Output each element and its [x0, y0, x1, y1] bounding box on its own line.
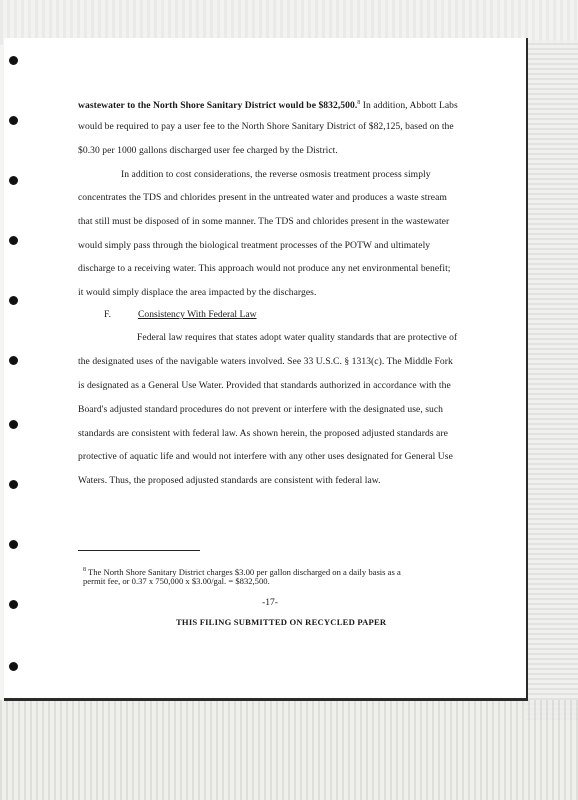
- section-line-6: protective of aquatic life and would not interfere with any other uses designated for General Use: [78, 451, 453, 462]
- section-title: Consistency With Federal Law: [138, 309, 257, 320]
- footnote-ref: 8: [357, 100, 361, 106]
- body-line-6: that still must be disposed of in some manner. The TDS and chlorides present in the wastewater: [78, 216, 450, 227]
- body-line-2: would be required to pay a user fee to the North Shore Sanitary District of $82,125, based on the: [78, 121, 454, 132]
- section-number: F.: [104, 309, 111, 320]
- body-line-3: $0.30 per 1000 gallons discharged user fee charged by the District.: [78, 145, 338, 156]
- binder-hole-icon: [9, 176, 18, 185]
- recycled-paper-notice: THIS FILING SUBMITTED ON RECYCLED PAPER: [176, 617, 387, 627]
- footnote-text-1: The North Shore Sanitary District charges $3.00 per gallon discharged on a daily basis as a: [88, 566, 401, 577]
- body-line-4: In addition to cost considerations, the reverse osmosis treatment process simply: [121, 169, 431, 180]
- scan-noise-right: [525, 40, 578, 720]
- scan-noise-bottom: [0, 700, 578, 800]
- binder-hole-icon: [9, 356, 18, 365]
- binder-hole-icon: [9, 662, 18, 671]
- binder-hole-icon: [9, 236, 18, 245]
- body-line-1-text: wastewater to the North Shore Sanitary District would be $832,500.: [78, 100, 358, 112]
- section-line-5: standards are consistent with federal law. As shown herein, the proposed adjusted standards are: [78, 428, 448, 439]
- section-line-4: Board's adjusted standard procedures do not prevent or interfere with the designated use, such: [78, 404, 444, 415]
- binder-hole-icon: [9, 480, 18, 489]
- binder-hole-icon: [9, 296, 18, 305]
- binder-hole-icon: [9, 540, 18, 549]
- footnote-line-2: permit fee, or 0.37 x 750,000 x $3.00/gal. = $832,500.: [83, 576, 270, 586]
- section-line-7: Waters. Thus, the proposed adjusted standards are consistent with federal law.: [78, 475, 381, 486]
- binder-hole-icon: [9, 56, 18, 65]
- body-line-1: [78, 97, 458, 112]
- binder-hole-icon: [9, 116, 18, 125]
- body-line-9: it would simply displace the area impacted by the discharges.: [78, 287, 317, 298]
- binder-hole-icon: [9, 600, 18, 609]
- body-line-7: would simply pass through the biological treatment processes of the POTW and ultimately: [78, 240, 431, 251]
- binder-hole-icon: [9, 420, 18, 429]
- body-line-8: discharge to a receiving water. This approach would not produce any net environmental benefit;: [78, 263, 451, 274]
- section-line-3: is designated as a General Use Water. Provided that standards authorized in accordance with the: [78, 380, 451, 391]
- section-line-2: the designated uses of the navigable waters involved. See 33 U.S.C. § 1313(c). The Middle Fork: [78, 356, 453, 367]
- page-number: -17-: [262, 597, 278, 608]
- body-line-1-tail: In addition, Abbott Labs: [360, 100, 458, 112]
- section-line-1: Federal law requires that states adopt water quality standards that are protective of: [137, 332, 458, 343]
- footnote-marker: 8: [83, 567, 86, 573]
- body-line-5: concentrates the TDS and chlorides present in the untreated water and produces a waste stream: [78, 192, 447, 203]
- footnote-divider: [78, 550, 200, 551]
